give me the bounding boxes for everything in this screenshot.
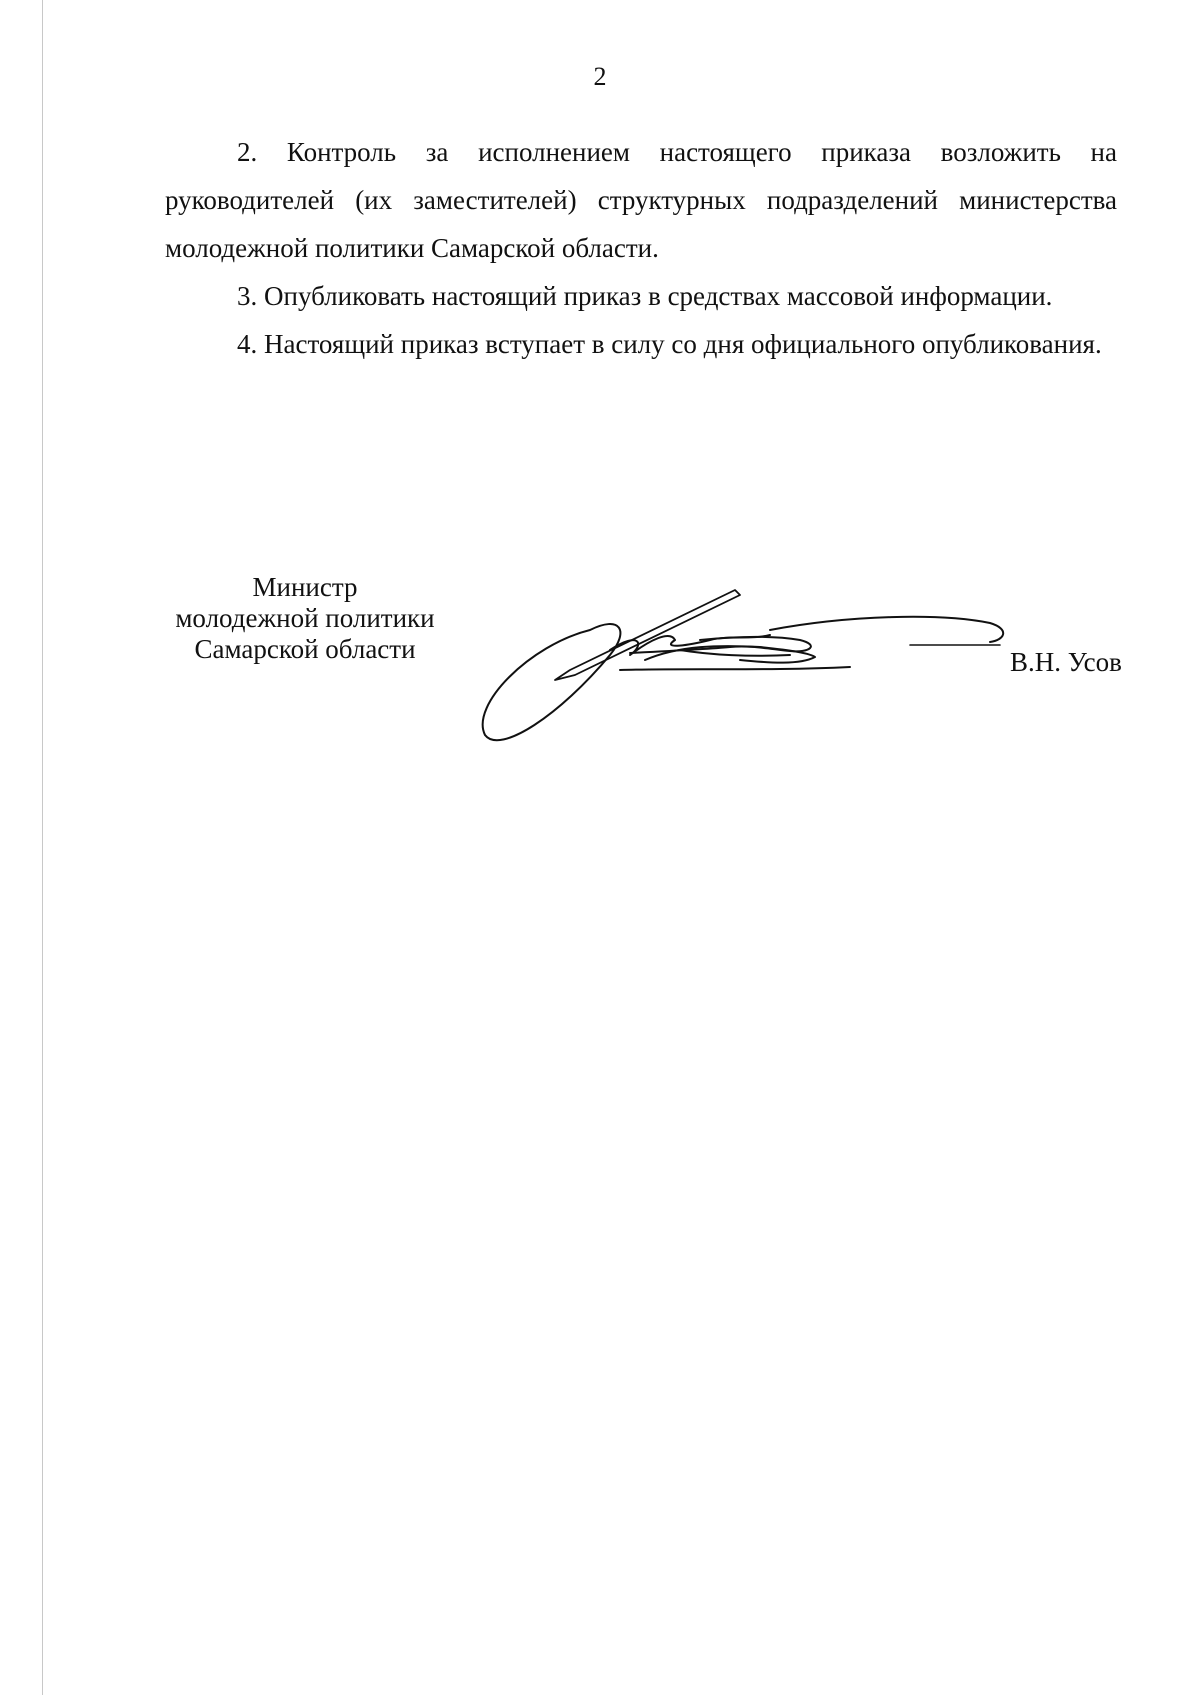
paragraph-effective: 4. Настоящий приказ вступает в силу со дня официального опубликования. [237, 329, 1102, 359]
page-number: 2 [593, 62, 607, 91]
signatory-title-line: Министр [252, 572, 358, 602]
document-body [165, 128, 1117, 368]
paragraph-control: 2. Контроль за исполнением настоящего приказа возложить на руководителей (их заместителей) структурных подразделений министерства молодежной политики Самарской области. [165, 137, 1117, 263]
page-edge-line [42, 0, 43, 1695]
handwritten-signature [470, 585, 1090, 745]
signatory-title [150, 572, 460, 665]
signer-name: В.Н. Усов [1010, 647, 1122, 677]
signatory-title-line: молодежной политики [175, 603, 435, 633]
signatory-title-line: Самарской области [194, 634, 416, 664]
paragraph-publish: 3. Опубликовать настоящий приказ в средствах массовой информации. [237, 281, 1053, 311]
